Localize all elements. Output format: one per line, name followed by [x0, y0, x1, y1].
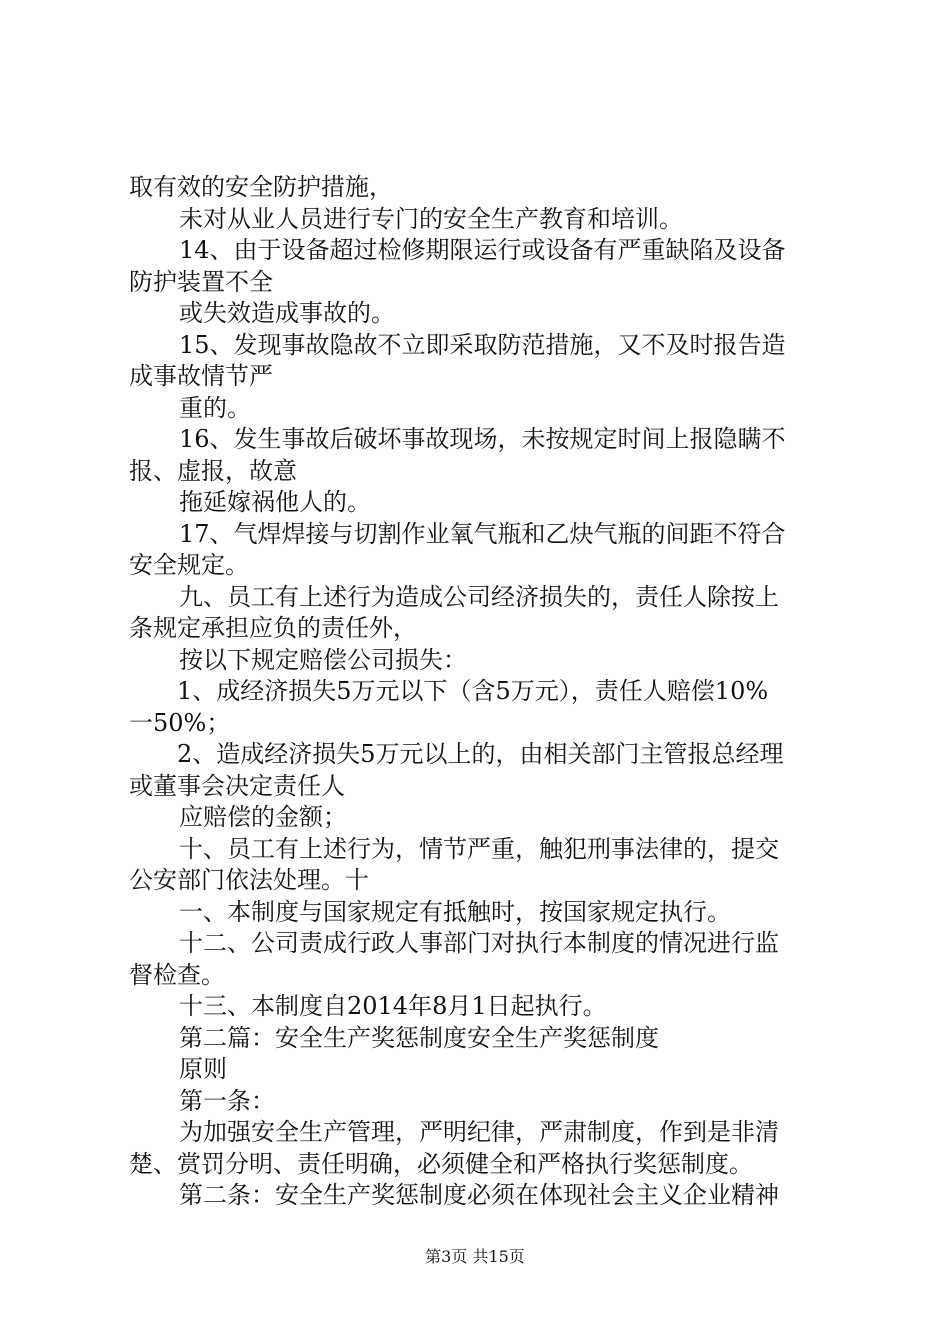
text-line: 成事故情节严 — [129, 362, 273, 390]
text-line: 16、发生事故后破坏事故现场，未按规定时间上报隐瞒不 — [179, 425, 786, 453]
text-line: 未对从业人员进行专门的安全生产教育和培训。 — [179, 204, 683, 233]
text-line: 14、由于设备超过检修期限运行或设备有严重缺陷及设备 — [179, 236, 786, 264]
text-line: 拖延嫁祸他人的。 — [179, 488, 371, 516]
text-line: 一、本制度与国家规定有抵触时，按国家规定执行。 — [179, 897, 731, 926]
text-line: 十、员工有上述行为，情节严重，触犯刑事法律的，提交 — [179, 834, 779, 863]
text-line: 第二篇：安全生产奖惩制度安全生产奖惩制度 — [179, 1023, 659, 1052]
text-line: 取有效的安全防护措施， — [129, 173, 393, 201]
text-line: 2、造成经济损失5万元以上的，由相关部门主管报总经理 — [177, 740, 784, 768]
text-line: 应赔偿的金额； — [179, 803, 347, 831]
text-line: 1、成经济损失5万元以下（含5万元），责任人赔偿10% — [177, 677, 769, 705]
document-body — [129, 172, 839, 1212]
text-line: 十二、公司责成行政人事部门对执行本制度的情况进行监 — [179, 929, 779, 957]
text-line: 十三、本制度自2014年8月1日起执行。 — [179, 992, 607, 1020]
text-line: 条规定承担应负的责任外， — [129, 614, 417, 642]
text-line: 防护装置不全 — [129, 267, 273, 296]
text-line: 第一条： — [179, 1086, 275, 1115]
text-line: 安全规定。 — [129, 551, 249, 579]
text-line: 报、虚报，故意 — [129, 456, 297, 485]
text-line: 督检查。 — [129, 960, 225, 989]
text-line: 原则 — [179, 1055, 227, 1083]
text-line: 按以下规定赔偿公司损失： — [179, 645, 467, 674]
text-line: 17、气焊焊接与切割作业氧气瓶和乙炔气瓶的间距不符合 — [179, 519, 786, 548]
text-line: 15、发现事故隐故不立即采取防范措施，又不及时报告造 — [179, 330, 786, 359]
text-line: 重的。 — [179, 393, 251, 422]
page-footer: 第3页 共15页 — [425, 1247, 525, 1266]
text-line: 楚、赏罚分明、责任明确，必须健全和严格执行奖惩制度。 — [129, 1149, 753, 1178]
text-line: 一50%； — [129, 708, 231, 737]
text-line: 为加强安全生产管理，严明纪律，严肃制度，作到是非清 — [179, 1118, 779, 1146]
text-line: 第二条：安全生产奖惩制度必须在体现社会主义企业精神 — [179, 1181, 779, 1209]
text-line: 或董事会决定责任人 — [129, 771, 345, 800]
text-line: 或失效造成事故的。 — [179, 299, 395, 327]
text-line: 九、员工有上述行为造成公司经济损失的，责任人除按上 — [179, 582, 779, 611]
text-line: 公安部门依法处理。十 — [129, 866, 369, 894]
